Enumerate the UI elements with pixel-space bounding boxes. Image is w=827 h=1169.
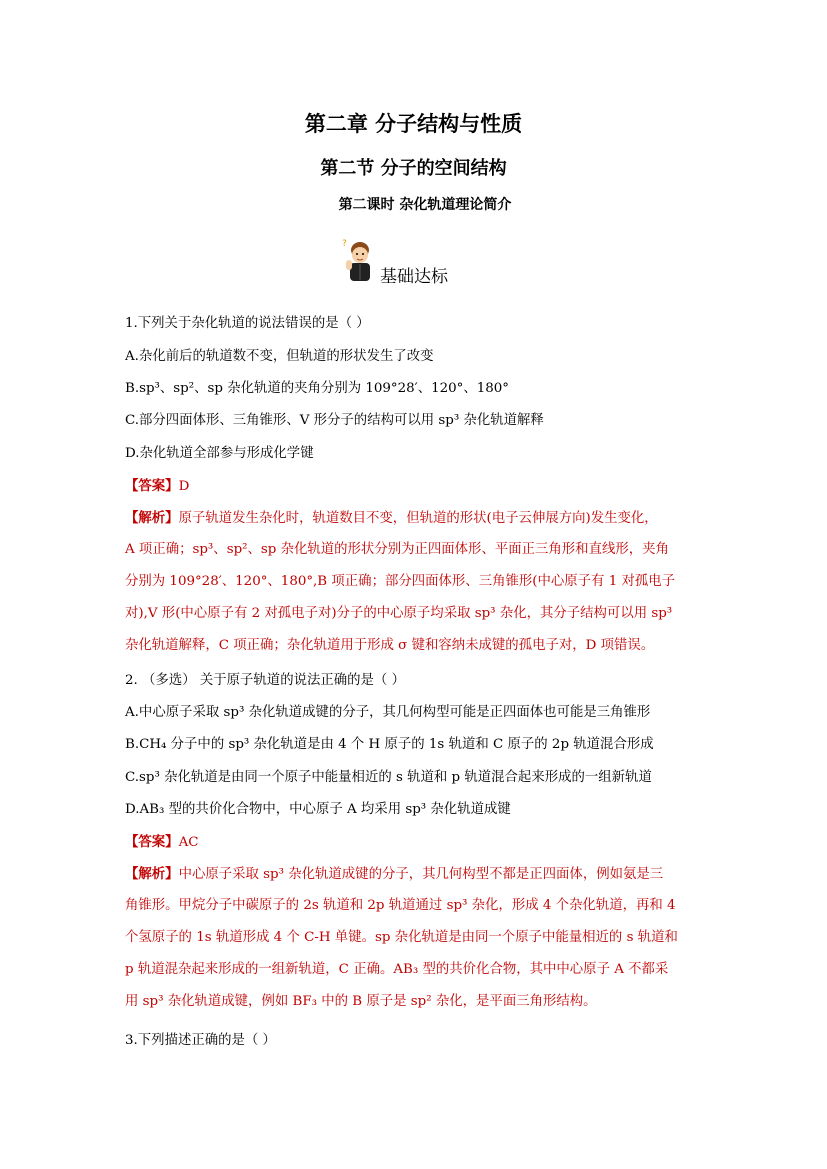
q1-analysis [125,502,705,662]
q1-option-b: B.sp³、sp²、sp 杂化轨道的夹角分别为 109°28′、120°、180° [125,381,509,396]
analysis-label: 【解析】 [125,866,179,882]
analysis-line: 个氢原子的 1s 轨道形成 4 个 C-H 单键。sp 杂化轨道是由同一个原子中能量相近的 s 轨道和 [125,930,678,945]
analysis-label: 【解析】 [125,510,179,526]
svg-text:?: ? [342,239,347,249]
chapter-title: 第二章 分子结构与性质 [304,112,523,136]
answer-value: D [178,479,190,494]
q1-option-c: C.部分四面体形、三角锥形、V 形分子的结构可以用 sp³ 杂化轨道解释 [125,413,544,428]
q1-answer [125,477,189,496]
section-heading [340,236,500,286]
analysis-line: 角锥形。甲烷分子中碳原子的 2s 轨道和 2p 轨道通过 sp³ 杂化，形成 4 个杂化轨道，再和 4 [125,898,676,913]
lesson-title: 第二课时 杂化轨道理论简介 [338,197,512,213]
q2-option-b: B.CH₄ 分子中的 sp³ 杂化轨道是由 4 个 H 原子的 1s 轨道和 C 原子的 2p 轨道混合形成 [125,737,654,752]
analysis-line: A 项正确；sp³、sp²、sp 杂化轨道的形状分别为正四面体形、平面正三角形和直线形，夹角 [125,542,669,557]
answer-value: AC [178,835,199,850]
answer-label: 【答案】 [125,834,179,850]
q2-answer [125,833,198,852]
q3-stem: 3.下列描述正确的是（ ） [125,1033,276,1048]
analysis-line: 【解析】原子轨道发生杂化时，轨道数目不变，但轨道的形状(电子云伸展方向)发生变化， [125,510,658,526]
section-label: 基础达标 [380,267,448,287]
answer-label: 【答案】 [125,478,179,494]
q2-option-c: C.sp³ 杂化轨道是由同一个原子中能量相近的 s 轨道和 p 轨道混合起来形成的一组新轨道 [125,770,652,785]
q1-option-d: D.杂化轨道全部参与形成化学键 [125,446,314,461]
analysis-line: 分别为 109°28′、120°、180°,B 项正确；部分四面体形、三角锥形(中心原子有 1 对孤电子 [125,574,676,589]
section-title: 第二节 分子的空间结构 [320,158,507,179]
analysis-line: p 轨道混杂起来形成的一组新轨道，C 正确。AB₃ 型的共价化合物，其中中心原子 A 不都采 [125,962,669,977]
q2-stem: 2. （多选） 关于原子轨道的说法正确的是（ ） [125,673,405,688]
q2-option-a: A.中心原子采取 sp³ 杂化轨道成键的分子，其几何构型可能是正四面体也可能是三角锥形 [125,705,651,720]
q1-option-a: A.杂化前后的轨道数不变，但轨道的形状发生了改变 [125,349,434,364]
analysis-line: 【解析】中心原子采取 sp³ 杂化轨道成键的分子，其几何构型不都是正四面体，例如氨是三 [125,866,664,882]
analysis-line: 杂化轨道解释，C 项正确；杂化轨道用于形成 σ 键和容纳未成键的孤电子对，D 项错误。 [125,638,655,653]
q2-option-d: D.AB₃ 型的共价化合物中，中心原子 A 均采用 sp³ 杂化轨道成键 [125,802,511,817]
analysis-line: 对),V 形(中心原子有 2 对孤电子对)分子的中心原子均采取 sp³ 杂化，其分子结构可以用 sp³ [125,606,673,621]
q1-stem: 1.下列关于杂化轨道的说法错误的是（ ） [125,316,370,331]
q2-analysis [125,858,705,1018]
thinking-boy-icon [340,236,380,282]
analysis-line: 用 sp³ 杂化轨道成键，例如 BF₃ 中的 B 原子是 sp² 杂化，是平面三角形结构。 [125,994,597,1009]
